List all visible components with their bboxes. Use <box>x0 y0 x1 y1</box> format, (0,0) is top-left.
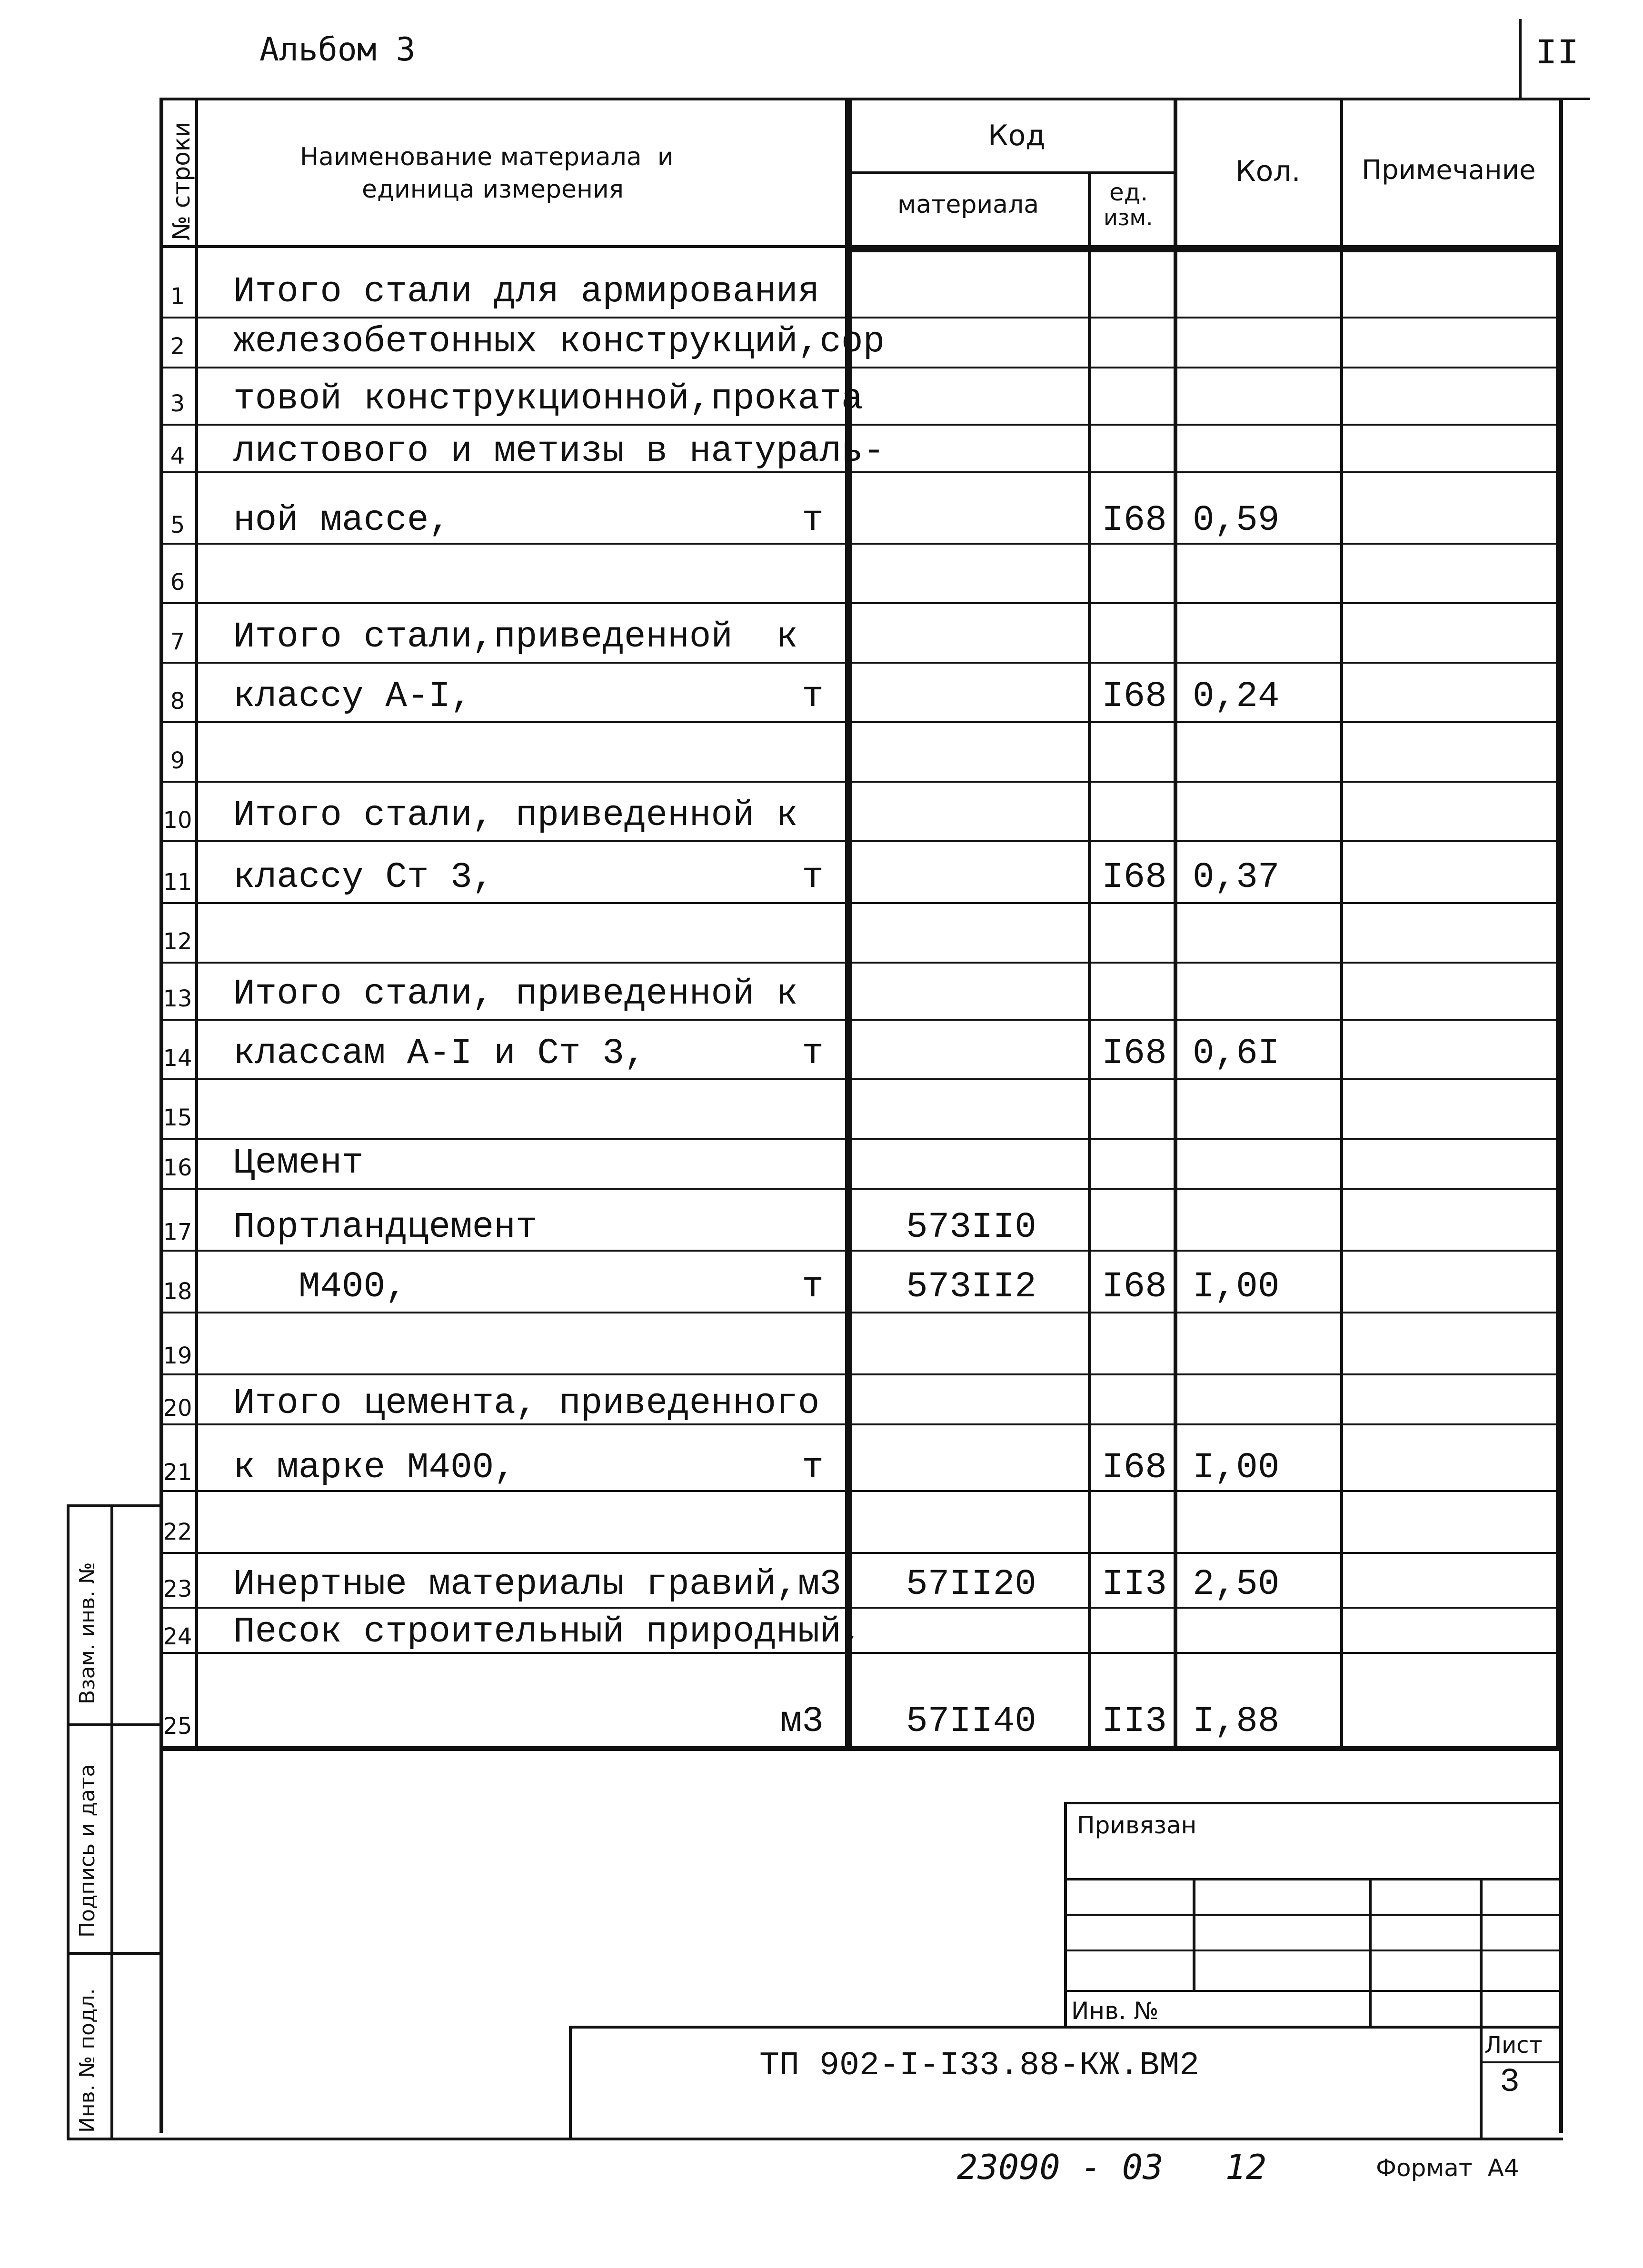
quantity: I,88 <box>1193 1701 1280 1742</box>
table-row <box>0 1138 1643 1188</box>
material-name: Цемент <box>233 1143 364 1184</box>
material-code: 57II40 <box>906 1701 1036 1742</box>
row-number: 9 <box>170 747 185 774</box>
quantity: 0,37 <box>1193 857 1280 898</box>
material-name: к марке М400, <box>233 1447 516 1488</box>
table-row <box>0 1019 1643 1078</box>
table-row <box>0 317 1643 367</box>
material-name: железобетонных конструкций,сор <box>233 321 885 362</box>
table-row <box>0 367 1643 424</box>
row-number: 22 <box>163 1519 192 1545</box>
header-name-line1: Наименование материала и <box>300 143 674 171</box>
table-row <box>0 721 1643 781</box>
table-row <box>0 1492 1643 1552</box>
side-inv-orig: Инв. № подл. <box>75 1988 100 2133</box>
header-name-line2: единица измерения <box>362 175 624 204</box>
table-row <box>0 1657 1643 1746</box>
unit-text: т <box>802 676 824 717</box>
quantity: I,00 <box>1193 1447 1280 1488</box>
row-number: 17 <box>163 1219 192 1245</box>
unit-code: I68 <box>1102 1033 1167 1074</box>
material-code: 573II2 <box>906 1266 1036 1307</box>
quantity: 0,59 <box>1193 500 1280 541</box>
row-number: 23 <box>163 1576 192 1602</box>
unit-code: II3 <box>1102 1701 1167 1742</box>
footer-format: Формат А4 <box>1376 2154 1519 2182</box>
row-number: 15 <box>163 1104 192 1131</box>
table-row <box>0 1312 1643 1376</box>
header-code: Код <box>988 119 1046 152</box>
stamp-sheet-number: 3 <box>1500 2064 1520 2101</box>
row-number: 18 <box>163 1278 192 1305</box>
row-number: 24 <box>163 1623 192 1650</box>
unit-code: I68 <box>1102 1266 1167 1307</box>
material-name: ной массе, <box>233 500 451 541</box>
row-number: 13 <box>163 985 192 1012</box>
unit-code: I68 <box>1102 857 1167 898</box>
row-number: 19 <box>163 1343 192 1369</box>
table-row <box>0 840 1643 902</box>
header-unit-line2: изм. <box>1104 205 1153 230</box>
header-row-no: № строки <box>168 121 195 240</box>
material-name: классу Ст 3, <box>233 857 494 898</box>
material-name: Итого стали для армирования <box>233 271 820 312</box>
header-material: материала <box>897 190 1039 219</box>
quantity: 2,50 <box>1193 1564 1280 1605</box>
stamp-attached-label: Привязан <box>1077 1811 1197 1839</box>
material-name: М400, <box>233 1266 407 1307</box>
table-row <box>0 1188 1643 1252</box>
table-row <box>0 902 1643 962</box>
stamp-doc-code: ТП 902-I-I33.88-КЖ.ВМ2 <box>759 2047 1200 2085</box>
table-row <box>0 476 1643 545</box>
side-sign-date: Подпись и дата <box>75 1764 100 1938</box>
material-name: Песок строительный природный, <box>233 1611 863 1652</box>
header-qty: Кол. <box>1235 155 1301 188</box>
unit-text: т <box>802 1266 824 1307</box>
row-number: 16 <box>163 1154 192 1181</box>
row-number: 3 <box>170 390 185 417</box>
material-name: Итого стали,приведенной к <box>233 617 798 657</box>
material-name: Итого стали, приведенной к <box>233 795 798 836</box>
unit-text: т <box>802 500 824 541</box>
table-row <box>0 662 1643 721</box>
row-number: 25 <box>163 1713 192 1740</box>
table-row <box>0 1552 1643 1609</box>
row-number: 20 <box>163 1395 192 1422</box>
quantity: 0,6I <box>1193 1033 1280 1074</box>
table-row <box>0 424 1643 476</box>
material-name: классу А-I, <box>233 676 472 717</box>
table-row <box>0 781 1643 840</box>
unit-code: I68 <box>1102 500 1167 541</box>
material-name: Итого стали, приведенной к <box>233 974 798 1015</box>
row-number: 8 <box>170 688 185 715</box>
row-number: 1 <box>170 283 185 310</box>
material-code: 573II0 <box>906 1207 1036 1248</box>
quantity: I,00 <box>1193 1266 1280 1307</box>
stamp-sheet-label: Лист <box>1484 2032 1543 2059</box>
unit-code: I68 <box>1102 676 1167 717</box>
material-name: Инертные материалы гравий,м3 <box>233 1564 842 1605</box>
unit-text: м3 <box>780 1701 824 1742</box>
material-name: Портландцемент <box>233 1207 538 1248</box>
quantity: 0,24 <box>1193 676 1280 717</box>
row-number: 21 <box>163 1459 192 1486</box>
material-name: товой конструкционной,проката <box>233 378 863 419</box>
unit-text: т <box>802 857 824 898</box>
row-number: 11 <box>163 869 192 895</box>
row-number: 10 <box>163 807 192 834</box>
row-number: 7 <box>170 628 185 655</box>
table-row <box>0 1252 1643 1312</box>
table-row <box>0 1078 1643 1138</box>
side-inv-replace: Взам. инв. № <box>75 1562 100 1704</box>
stamp-inv-label: Инв. № <box>1071 1997 1159 2025</box>
row-number: 12 <box>163 928 192 955</box>
unit-code: I68 <box>1102 1447 1167 1488</box>
header-unit-line1: ед. <box>1109 179 1148 206</box>
table-row <box>0 252 1643 317</box>
table-row <box>0 545 1643 602</box>
footer-handwritten-number: 23090 - 03 12 <box>957 2147 1267 2187</box>
unit-text: т <box>802 1447 824 1488</box>
table-row <box>0 1376 1643 1428</box>
album-title: Альбом 3 <box>259 31 416 69</box>
unit-text: т <box>802 1033 824 1074</box>
material-name: классам А-I и Ст 3, <box>233 1033 646 1074</box>
row-number: 4 <box>170 443 185 469</box>
table-row <box>0 1428 1643 1492</box>
material-code: 57II20 <box>906 1564 1036 1605</box>
table-row <box>0 962 1643 1019</box>
row-number: 2 <box>170 333 185 360</box>
row-number: 6 <box>170 569 185 596</box>
material-name: Итого цемента, приведенного <box>233 1383 820 1424</box>
row-number: 5 <box>170 512 185 538</box>
unit-code: II3 <box>1102 1564 1167 1605</box>
table-row <box>0 1609 1643 1657</box>
row-number: 14 <box>163 1045 192 1072</box>
header-note: Примечание <box>1362 155 1536 186</box>
material-name: листового и метизы в натураль- <box>233 431 885 472</box>
table-row <box>0 602 1643 662</box>
sheet-top-number: II <box>1535 33 1579 74</box>
